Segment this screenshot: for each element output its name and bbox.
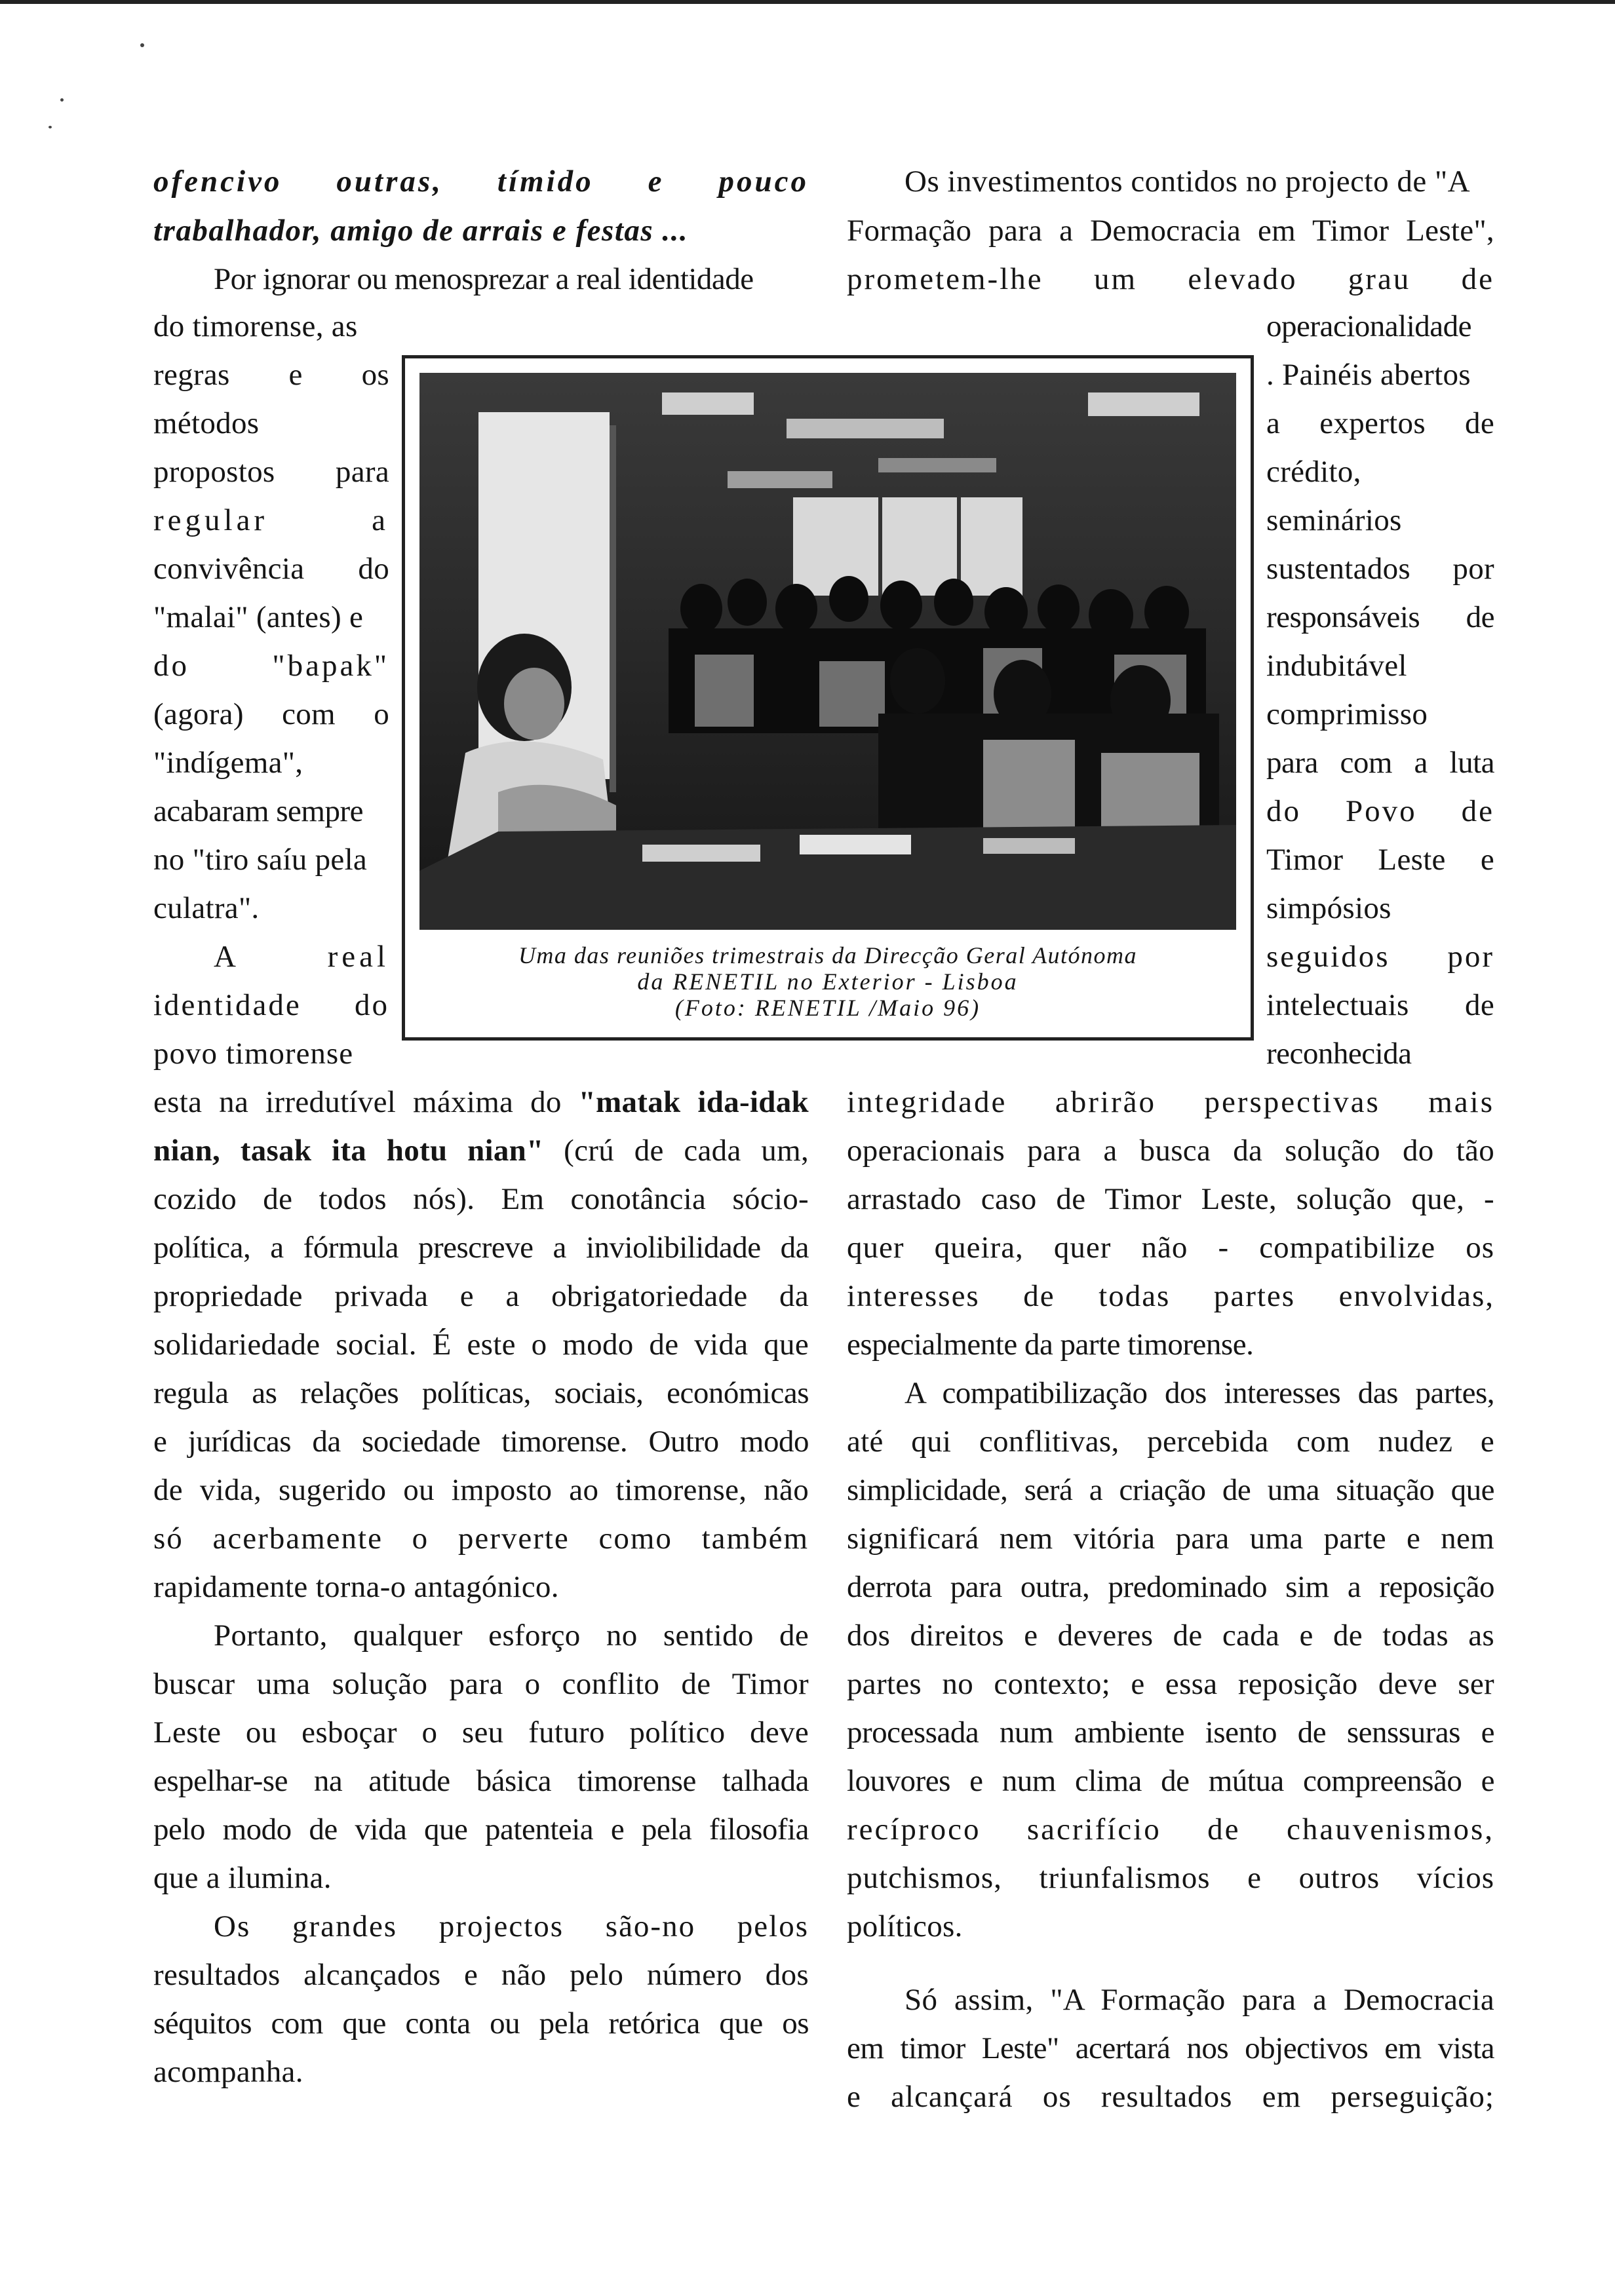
left-narrow-line-10: no "tiro saíu pela — [153, 843, 368, 877]
scan-speck — [140, 43, 144, 47]
left-p1-line-2 — [153, 1131, 809, 1170]
left-narrow-line-12: A real — [214, 940, 389, 974]
right-bottom-line-9: significará nem vitória para uma parte e nem — [847, 1521, 1494, 1556]
right-narrow-line-8: comprimisso — [1266, 697, 1428, 731]
right-bottom-line-10: derrota para outra, predominado sim a reposição — [847, 1570, 1494, 1604]
left-line-2: Por ignorar ou menosprezar a real identidade — [214, 262, 754, 296]
left-bottom-line-12: espelhar-se na atitude básica timorense talhada — [153, 1764, 809, 1798]
photo-caption-line-1: da RENETIL no Exterior - Lisboa — [637, 968, 1019, 995]
right-narrow-line-9: para com a luta — [1266, 746, 1494, 780]
photo-figure — [402, 355, 1254, 1041]
left-narrow-line-3: regular a — [153, 503, 389, 537]
left-bottom-line-10: buscar uma solução para o conflito de Timor — [153, 1667, 809, 1701]
left-narrow-line-13: identidade do — [153, 988, 389, 1022]
left-line-0: ofencivo outras, tímido e pouco — [153, 164, 809, 199]
left-bottom-line-6: de vida, sugerido ou imposto ao timorense, não — [153, 1473, 809, 1507]
right-narrow-line-14: intelectuais de — [1266, 988, 1494, 1022]
left-line-1: trabalhador, amigo de arrais e festas ... — [153, 214, 689, 248]
left-bottom-line-7: só acerbamente o perverte como também — [153, 1521, 809, 1556]
photo-caption-line-2: (Foto: RENETIL /Maio 96) — [674, 995, 981, 1021]
left-p1-line-2-text: (crú de cada um, — [543, 1134, 809, 1168]
right-bottom-line-13: processada num ambiente isento de senssuras e — [847, 1715, 1494, 1750]
left-narrow-line-0: regras e os — [153, 358, 389, 392]
left-narrow-line-14: povo timorense — [153, 1037, 354, 1071]
right-bottom-line-6: A compatibilização dos interesses das partes, — [905, 1376, 1494, 1410]
left-bottom-line-9: Portanto, qualquer esforço no sentido de — [214, 1618, 809, 1653]
right-bottom-line-16: putchismos, triunfalismos e outros vícios — [847, 1861, 1494, 1895]
right-narrow-line-7: indubitável — [1266, 649, 1407, 683]
right-narrow-line-11: Timor Leste e — [1266, 843, 1494, 877]
left-narrow-line-4: convivência do — [153, 552, 389, 586]
left-bottom-line-1: política, a fórmula prescreve a inviolibilidade da — [153, 1231, 809, 1265]
left-narrow-line-5: "malai" (antes) e — [153, 600, 364, 634]
left-narrow-line-6: do "bapak" — [153, 649, 389, 683]
left-line-3: do timorense, as — [153, 309, 358, 343]
right-bottom-line-12: partes no contexto; e essa reposição deve ser — [847, 1667, 1494, 1701]
scan-speck — [60, 98, 64, 102]
right-narrow-line-0: operacionalidade — [1266, 309, 1471, 343]
right-bottom-line-3: quer queira, quer não - compatibilize os — [847, 1231, 1494, 1265]
right-top-line-1: Formação para a Democracia em Timor Leste", — [847, 214, 1494, 248]
left-bottom-line-3: solidariedade social. É este o modo de vida que — [153, 1328, 809, 1362]
left-bottom-line-17: séquitos com que conta ou pela retórica que os — [153, 2006, 809, 2040]
maxim-bold-text-cont: nian, tasak ita hotu nian" — [153, 1134, 544, 1168]
left-narrow-line-2: propostos para — [153, 455, 389, 489]
left-bottom-line-8: rapidamente torna-o antagónico. — [153, 1570, 559, 1604]
left-bottom-line-16: resultados alcançados e não pelo número dos — [153, 1958, 809, 1992]
left-bottom-line-2: propriedade privada e a obrigatoriedade da — [153, 1279, 809, 1313]
left-bottom-line-5: e jurídicas da sociedade timorense. Outro modo — [153, 1425, 809, 1459]
left-p1-line-1 — [153, 1082, 809, 1122]
right-bottom-line-5: especialmente da parte timorense. — [847, 1328, 1254, 1362]
left-narrow-line-11: culatra". — [153, 891, 260, 925]
meeting-photo — [419, 373, 1236, 930]
right-bottom-line-11: dos direitos e deveres de cada e de todas as — [847, 1618, 1494, 1653]
right-bottom-line-19: em timor Leste" acertará nos objectivos em vista — [847, 2031, 1494, 2065]
left-narrow-line-8: "indígema", — [153, 746, 303, 780]
right-bottom-line-0: integridade abrirão perspectivas mais — [847, 1085, 1494, 1119]
right-narrow-line-2: a expertos de — [1266, 406, 1494, 440]
left-bottom-line-11: Leste ou esboçar o seu futuro político deve — [153, 1715, 809, 1750]
left-narrow-line-9: acabaram sempre — [153, 794, 363, 828]
right-narrow-line-13: seguidos por — [1266, 940, 1494, 974]
right-bottom-line-18: Só assim, "A Formação para a Democracia — [905, 1983, 1494, 2017]
scan-speck — [49, 126, 52, 128]
right-narrow-line-5: sustentados por — [1266, 552, 1494, 586]
right-narrow-line-4: seminários — [1266, 503, 1402, 537]
right-bottom-line-2: arrastado caso de Timor Leste, solução que, - — [847, 1182, 1494, 1216]
left-bottom-line-18: acompanha. — [153, 2055, 303, 2089]
left-p1-line-1-text: esta na irredutível máxima do — [153, 1085, 579, 1119]
maxim-bold-text: "matak ida-idak — [578, 1085, 809, 1119]
right-bottom-line-17: políticos. — [847, 1909, 963, 1943]
right-narrow-line-3: crédito, — [1266, 455, 1361, 489]
meeting-photo-image — [419, 373, 1236, 930]
left-bottom-line-13: pelo modo de vida que patenteia e pela filosofia — [153, 1812, 809, 1846]
left-narrow-line-1: métodos — [153, 406, 260, 440]
left-bottom-line-15: Os grandes projectos são-no pelos — [214, 1909, 809, 1943]
right-bottom-line-20: e alcançará os resultados em perseguição; — [847, 2080, 1494, 2114]
photo-caption-line-0: Uma das reuniões trimestrais da Direcção Geral Autónoma — [518, 942, 1138, 968]
right-narrow-line-1: . Painéis abertos — [1266, 358, 1471, 392]
right-bottom-line-4: interesses de todas partes envolvidas, — [847, 1279, 1494, 1313]
left-narrow-line-7: (agora) com o — [153, 697, 389, 731]
right-narrow-line-15: reconhecida — [1266, 1037, 1412, 1071]
right-bottom-line-8: simplicidade, será a criação de uma situação que — [847, 1473, 1494, 1507]
right-top-line-2: prometem-lhe um elevado grau de — [847, 262, 1494, 296]
left-bottom-line-0: cozido de todos nós). Em conotância sócio- — [153, 1182, 809, 1216]
right-narrow-line-6: responsáveis de — [1266, 600, 1494, 634]
left-bottom-line-14: que a ilumina. — [153, 1861, 332, 1895]
right-bottom-line-14: louvores e num clima de mútua compreensão e — [847, 1764, 1494, 1798]
right-narrow-line-10: do Povo de — [1266, 794, 1494, 828]
right-narrow-line-12: simpósios — [1266, 891, 1391, 925]
right-bottom-line-7: até qui conflitivas, percebida com nudez e — [847, 1425, 1494, 1459]
left-bottom-line-4: regula as relações políticas, sociais, económicas — [153, 1376, 809, 1410]
right-top-line-0: Os investimentos contidos no projecto de "A — [905, 164, 1471, 199]
right-bottom-line-1: operacionais para a busca da solução do tão — [847, 1134, 1494, 1168]
page-top-rule — [0, 0, 1615, 4]
right-bottom-line-15: recíproco sacrifício de chauvenismos, — [847, 1812, 1494, 1846]
